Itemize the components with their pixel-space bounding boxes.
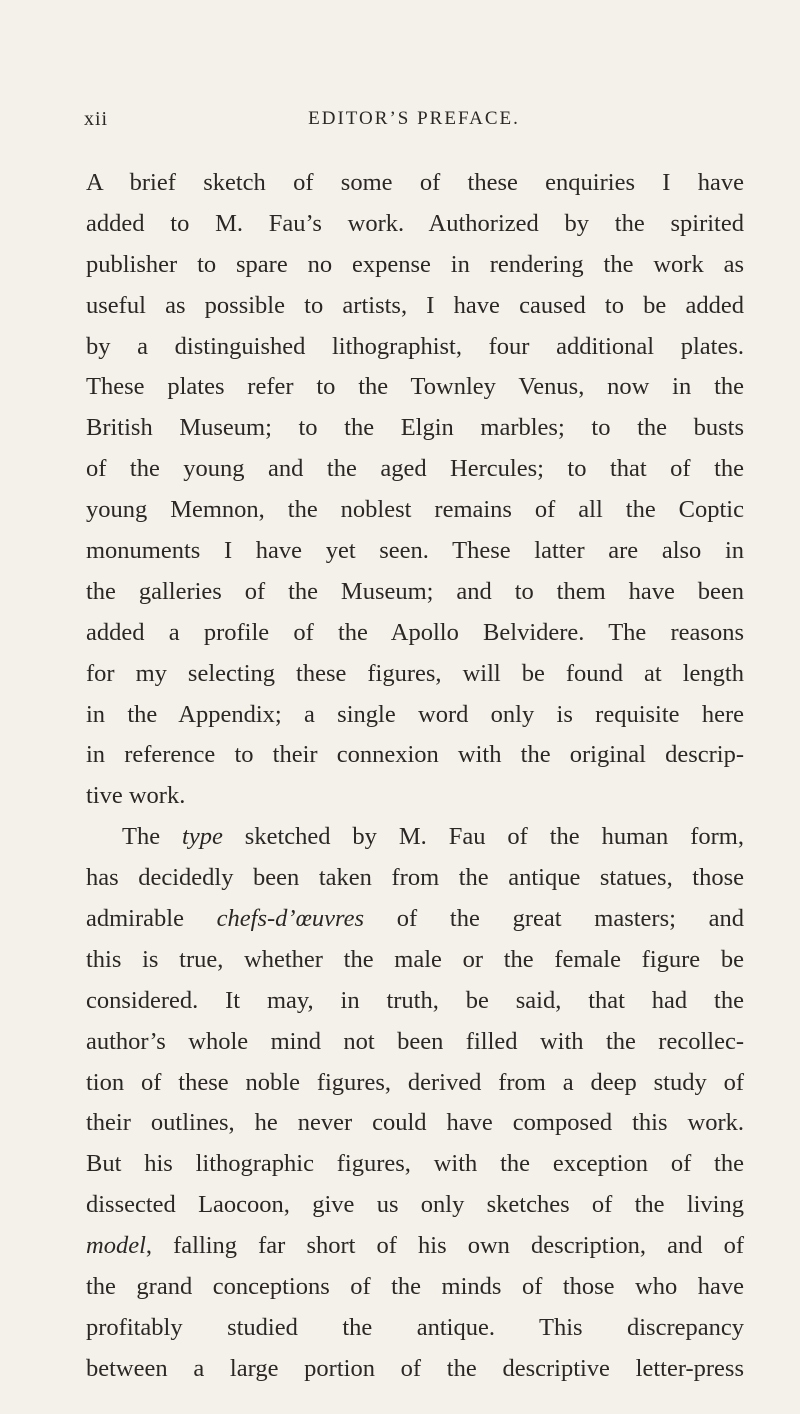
text-line: monuments I have yet seen. These latter are also in	[86, 537, 744, 565]
text-line: useful as possible to artists, I have caused to be added	[86, 291, 744, 319]
text-line: considered. It may, in truth, be said, that had the	[86, 986, 744, 1014]
text-segment: of the great masters; and	[364, 905, 744, 933]
text-line: the galleries of the Museum; and to them have been	[86, 577, 744, 605]
page-number: xii	[84, 108, 109, 130]
text-segment: sketched by M. Fau of the human form,	[222, 823, 744, 851]
text-line	[86, 1226, 744, 1267]
text-line: profitably studied the antique. This discrepancy	[86, 1313, 744, 1341]
text-line: in the Appendix; a single word only is requisite here	[86, 700, 744, 728]
text-line: has decidedly been taken from the antique statues, those	[86, 864, 744, 892]
text-line: of the young and the aged Hercules; to that of the	[86, 455, 744, 483]
text-line: dissected Laocoon, give us only sketches of the living	[86, 1191, 744, 1219]
text-line: between a large portion of the descriptive letter-press	[86, 1354, 744, 1382]
body-text	[86, 163, 744, 1390]
running-head	[84, 108, 744, 138]
text-line	[86, 899, 744, 940]
text-line: publisher to spare no expense in rendering the work as	[86, 250, 744, 278]
italic-term: model	[86, 1232, 146, 1260]
text-line: young Memnon, the noblest remains of all the Coptic	[86, 496, 744, 524]
header-title: EDITOR’S PREFACE.	[308, 108, 520, 129]
text-line: their outlines, he never could have composed this work.	[86, 1109, 744, 1137]
italic-term: chefs-d’œuvres	[216, 905, 365, 933]
text-line: this is true, whether the male or the female figure be	[86, 945, 744, 973]
text-line: added a profile of the Apollo Belvidere. The reasons	[86, 618, 744, 646]
text-segment: , falling far short of his own description, and of	[145, 1232, 744, 1260]
text-line: But his lithographic figures, with the exception of the	[86, 1150, 744, 1178]
text-line: by a distinguished lithographist, four additional plates.	[86, 332, 744, 360]
italic-term: type	[182, 823, 223, 851]
text-line: tion of these noble figures, derived from a deep study of	[86, 1068, 744, 1096]
text-line: added to M. Fau’s work. Authorized by the spirited	[86, 209, 744, 237]
text-line: tive work.	[86, 782, 186, 810]
text-line: for my selecting these figures, will be found at length	[86, 659, 744, 687]
text-segment: admirable	[86, 905, 217, 933]
text-line	[86, 817, 744, 858]
text-line: These plates refer to the Townley Venus, now in the	[86, 373, 744, 401]
text-line: British Museum; to the Elgin marbles; to the busts	[86, 414, 744, 442]
text-line: the grand conceptions of the minds of those who have	[86, 1273, 744, 1301]
text-line: A brief sketch of some of these enquiries I have	[86, 169, 744, 196]
text-segment: The	[122, 823, 183, 851]
text-line: author’s whole mind not been filled with the recollec-	[86, 1027, 744, 1055]
text-line: in reference to their connexion with the original descrip-	[86, 741, 744, 769]
